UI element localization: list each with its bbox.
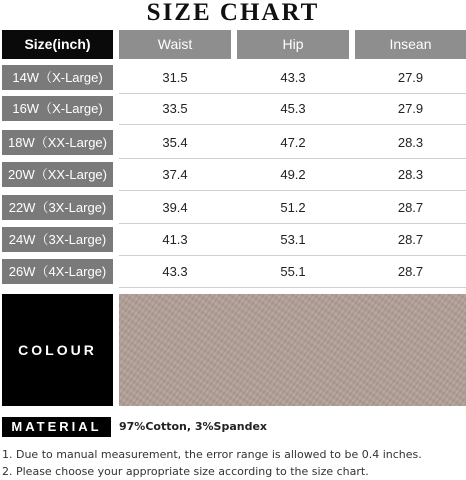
row-waist: 35.4 (162, 135, 188, 150)
row-waist: 43.3 (162, 264, 188, 279)
row-insean: 27.9 (397, 101, 424, 116)
note-choose-size: 2. Please choose your appropriate size according to the size chart. (2, 465, 369, 478)
table-row (0, 259, 466, 284)
table-row (0, 130, 466, 155)
row-hip: 55.1 (280, 264, 306, 279)
table-row (0, 227, 466, 252)
row-divider (119, 223, 466, 224)
row-insean: 28.3 (397, 135, 424, 150)
page-title: SIZE CHART (146, 0, 320, 26)
row-hip: 51.2 (280, 200, 306, 215)
material-value: 97%Cotton, 3%Spandex (119, 420, 268, 433)
row-size-label: 24W（3X-Large) (2, 227, 113, 252)
colour-label: COLOUR (2, 294, 113, 406)
table-header (0, 30, 466, 59)
row-waist: 33.5 (162, 101, 188, 116)
material-label: MATERIAL (2, 417, 111, 437)
row-divider (119, 93, 466, 94)
row-divider (119, 124, 466, 125)
row-divider (119, 190, 466, 191)
row-insean: 28.3 (397, 167, 424, 182)
table-row (0, 96, 466, 121)
colour-swatch (119, 294, 466, 406)
row-size-label: 14W（X-Large) (2, 65, 113, 90)
row-waist: 41.3 (162, 232, 188, 247)
row-insean: 28.7 (397, 200, 424, 215)
row-waist: 37.4 (162, 167, 188, 182)
row-divider (119, 255, 466, 256)
row-size-label: 18W（XX-Large) (2, 130, 113, 155)
row-size-label: 22W（3X-Large) (2, 195, 113, 220)
row-waist: 39.4 (162, 200, 188, 215)
row-hip: 53.1 (280, 232, 306, 247)
header-waist: Waist (119, 30, 231, 59)
table-row (0, 162, 466, 187)
row-insean: 28.7 (397, 232, 424, 247)
row-insean: 27.9 (397, 70, 424, 85)
header-size: Size(inch) (2, 30, 113, 59)
table-row (0, 65, 466, 90)
row-hip: 45.3 (280, 101, 306, 116)
row-hip: 49.2 (280, 167, 306, 182)
row-size-label: 26W（4X-Large) (2, 259, 113, 284)
row-insean: 28.7 (397, 264, 424, 279)
table-row (0, 195, 466, 220)
row-hip: 47.2 (280, 135, 306, 150)
note-measurement: 1. Due to manual measurement, the error range is allowed to be 0.4 inches. (2, 448, 422, 461)
row-waist: 31.5 (162, 70, 188, 85)
row-size-label: 16W（X-Large) (2, 96, 113, 121)
row-size-label: 20W（XX-Large) (2, 162, 113, 187)
row-divider (119, 287, 466, 288)
header-hip: Hip (237, 30, 349, 59)
header-insean: Insean (355, 30, 466, 59)
row-divider (119, 158, 466, 159)
row-hip: 43.3 (280, 70, 306, 85)
